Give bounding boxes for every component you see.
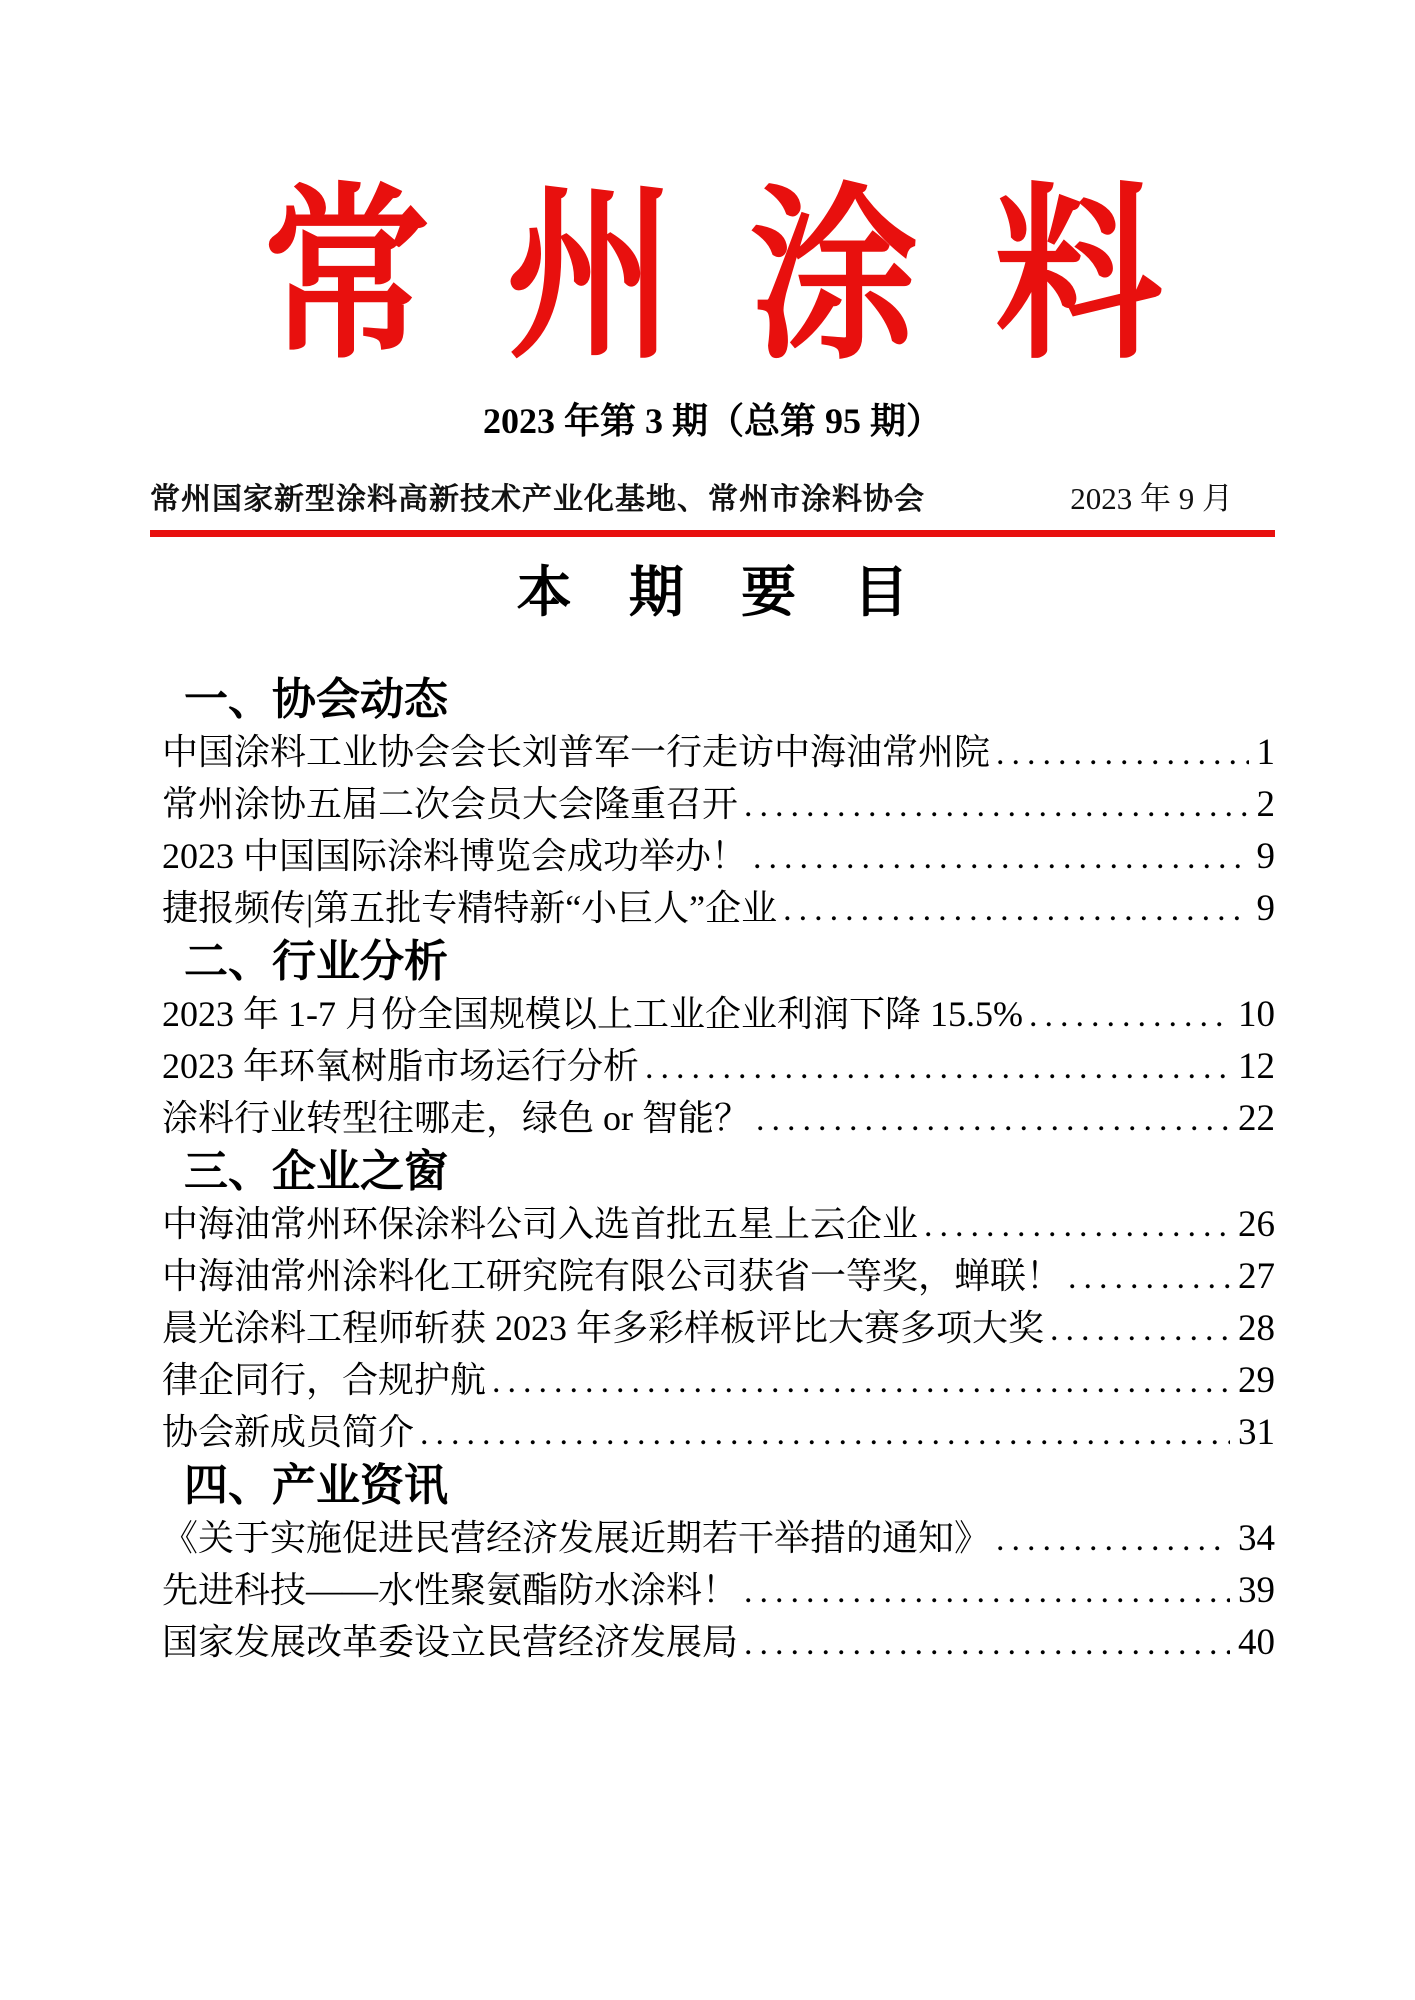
toc-entry-page: 2: [1256, 784, 1275, 826]
toc-entry: [162, 989, 1275, 1041]
toc-entry: [162, 883, 1275, 935]
toc-entry: [162, 1199, 1275, 1251]
toc-entry: [162, 1251, 1275, 1303]
toc-section-heading: 二、行业分析: [184, 937, 448, 987]
dot-leader: [492, 1355, 1230, 1407]
dot-leader: [753, 831, 1248, 883]
toc-entry: [162, 1355, 1275, 1407]
toc-section-heading: 四、产业资讯: [184, 1461, 448, 1511]
toc-entry-page: 1: [1256, 732, 1275, 774]
toc-entry-title: 先进科技——水性聚氨酯防水涂料！: [162, 1570, 739, 1611]
toc-entry-title: 2023 年环氧树脂市场运行分析: [162, 1046, 640, 1087]
toc-entry-title: 晨光涂料工程师斩获 2023 年多彩样板评比大赛多项大奖: [162, 1308, 1045, 1349]
toc-section-industry-analysis: [162, 935, 1275, 1145]
dot-leader: [924, 1199, 1230, 1251]
toc-entry: [162, 727, 1275, 779]
toc-section-association-news: [162, 673, 1275, 935]
toc-section-enterprise-window: [162, 1145, 1275, 1459]
toc-entry-page: 28: [1238, 1308, 1275, 1350]
toc-entry: [162, 831, 1275, 883]
toc-entry-page: 29: [1238, 1360, 1275, 1402]
toc-entry-page: 31: [1238, 1412, 1275, 1454]
toc-entry-title: 常州涂协五届二次会员大会隆重召开: [162, 784, 739, 825]
toc-entry: [162, 779, 1275, 831]
dot-leader: [744, 1565, 1230, 1617]
table-of-contents: [150, 673, 1275, 1669]
toc-entry: [162, 1093, 1275, 1145]
toc-entry-title: 中海油常州涂料化工研究院有限公司获省一等奖，蝉联！: [162, 1256, 1063, 1297]
masthead: [150, 160, 1275, 537]
toc-section-heading: 一、协会动态: [184, 675, 448, 725]
publisher-row: [150, 473, 1275, 518]
contents-heading: 本 期 要 目: [516, 561, 909, 624]
issue-date: 2023 年 9 月: [1070, 481, 1233, 517]
dot-leader: [1029, 989, 1230, 1041]
toc-entry-page: 27: [1238, 1256, 1275, 1298]
toc-entry-page: 12: [1238, 1046, 1275, 1088]
toc-entry-title: 律企同行，合规护航: [162, 1360, 487, 1401]
publication-title: 常 州 涂 料: [262, 173, 1163, 382]
toc-entry: [162, 1303, 1275, 1355]
dot-leader: [783, 883, 1248, 935]
toc-entry-page: 9: [1256, 888, 1275, 930]
toc-entry-page: 22: [1238, 1098, 1275, 1140]
publisher-name: 常州国家新型涂料高新技术产业化基地、常州市涂料协会: [150, 483, 925, 517]
dot-leader: [744, 1617, 1230, 1669]
toc-entry-title: 协会新成员简介: [162, 1412, 415, 1453]
dot-leader: [756, 1093, 1230, 1145]
red-divider: [150, 530, 1275, 537]
dot-leader: [996, 727, 1248, 779]
toc-entry: [162, 1617, 1275, 1669]
toc-entry-page: 40: [1238, 1622, 1275, 1664]
toc-entry-page: 39: [1238, 1570, 1275, 1612]
toc-entry-page: 10: [1238, 994, 1275, 1036]
toc-entry-title: 中国涂料工业协会会长刘普军一行走访中海油常州院: [162, 732, 991, 773]
toc-entry-title: 捷报频传|第五批专精特新“小巨人”企业: [162, 888, 778, 929]
dot-leader: [744, 779, 1248, 831]
toc-entry: [162, 1565, 1275, 1617]
dot-leader: [645, 1041, 1230, 1093]
toc-entry-title: 《关于实施促进民营经济发展近期若干举措的通知》: [162, 1518, 991, 1559]
toc-section-industry-information: [162, 1459, 1275, 1669]
issue-line: 2023 年第 3 期（总第 95 期）: [482, 401, 942, 441]
toc-entry: [162, 1513, 1275, 1565]
toc-entry-page: 9: [1256, 836, 1275, 878]
toc-entry-title: 涂料行业转型往哪走，绿色 or 智能？: [162, 1098, 750, 1139]
dot-leader: [1050, 1303, 1230, 1355]
toc-entry-title: 2023 年 1-7 月份全国规模以上工业企业利润下降 15.5%: [162, 994, 1023, 1035]
toc-entry-title: 国家发展改革委设立民营经济发展局: [162, 1622, 739, 1663]
toc-entry-page: 34: [1238, 1518, 1275, 1560]
dot-leader: [420, 1407, 1230, 1459]
dot-leader: [1068, 1251, 1230, 1303]
toc-entry: [162, 1407, 1275, 1459]
toc-section-heading: 三、企业之窗: [184, 1147, 448, 1197]
toc-entry-page: 26: [1238, 1204, 1275, 1246]
toc-entry: [162, 1041, 1275, 1093]
dot-leader: [996, 1513, 1230, 1565]
toc-entry-title: 中海油常州环保涂料公司入选首批五星上云企业: [162, 1204, 919, 1245]
toc-entry-title: 2023 中国国际涂料博览会成功举办！: [162, 836, 748, 877]
